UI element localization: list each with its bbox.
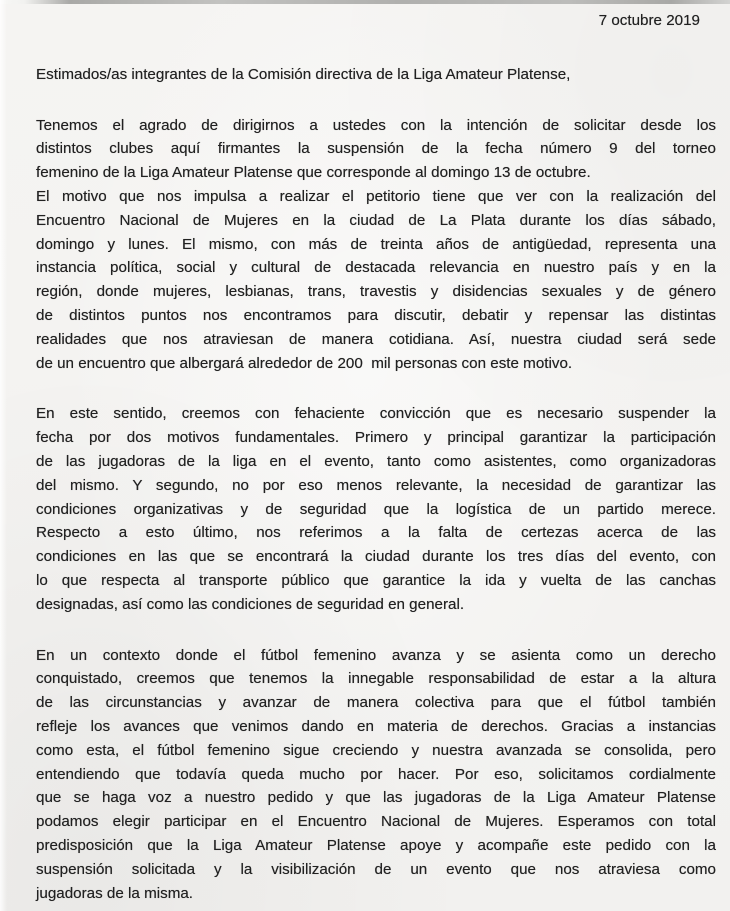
letter-line: femenino de la Liga Amateur Platense que corresponde al domingo 13 de octubre. bbox=[36, 164, 591, 182]
letter-line: lo que respecta al transporte público que garantice la ida y vuelta de las canchas bbox=[36, 571, 716, 589]
letter-line: distintos clubes aquí firmantes la suspensión de la fecha número 9 del torneo bbox=[36, 140, 716, 158]
letter-line: como esta, el fútbol femenino sigue creciendo y nuestra avanzada se consolida, pero bbox=[36, 741, 716, 759]
letter-date: 7 octubre 2019 bbox=[598, 12, 700, 29]
letter-line: instancia política, social y cultural de destacada relevancia en nuestro país y en la bbox=[36, 259, 716, 277]
letter-line: realidades que nos atraviesan de manera cotidiana. Así, nuestra ciudad será sede bbox=[36, 330, 716, 348]
letter-paragraph bbox=[36, 644, 716, 906]
letter-line: domingo y lunes. El mismo, con más de treinta años de antigüedad, representa una bbox=[36, 235, 716, 253]
letter-paragraph bbox=[36, 185, 716, 375]
letter-line: predisposición que la Liga Amateur Platense apoye y acompañe este pedido con la bbox=[36, 836, 716, 854]
letter-line: fecha por dos motivos fundamentales. Primero y principal garantizar la participación bbox=[36, 429, 716, 447]
letter-line: de las circunstancias y avanzar de manera colectiva para que el fútbol también bbox=[36, 694, 716, 712]
letter-line: de las jugadoras de la liga en el evento, tanto como asistentes, como organizadoras bbox=[36, 452, 716, 470]
letter-line: conquistado, creemos que tenemos la innegable responsabilidad de estar a la altura bbox=[36, 670, 716, 688]
letter-line: condiciones organizativas y de seguridad que la logística de un partido merece. bbox=[36, 500, 716, 518]
letter-line: de distintos puntos nos encontramos para discutir, debatir y repensar las distintas bbox=[36, 306, 716, 324]
letter-line: refleje los avances que venimos dando en materia de derechos. Gracias a instancias bbox=[36, 717, 716, 735]
letter-line: podamos elegir participar en el Encuentro Nacional de Mujeres. Esperamos con total bbox=[36, 813, 716, 831]
letter-line: Tenemos el agrado de dirigirnos a ustedes con la intención de solicitar desde los bbox=[36, 116, 716, 134]
scan-edge-top-artifact bbox=[0, 0, 730, 4]
letter-line: Encuentro Nacional de Mujeres en la ciudad de La Plata durante los días sábado, bbox=[36, 211, 716, 229]
letter-line: entendiendo que todavía queda mucho por hacer. Por eso, solicitamos cordialmente bbox=[36, 765, 716, 783]
letter-line: región, donde mujeres, lesbianas, trans, travestis y disidencias sexuales y de género bbox=[36, 283, 716, 301]
letter-line: condiciones en las que se encontrará la ciudad durante los tres días del evento, con bbox=[36, 548, 716, 566]
letter-paragraph bbox=[36, 114, 716, 185]
letter-line: que se haga voz a nuestro pedido y que las jugadoras de la Liga Amateur Platense bbox=[36, 789, 716, 807]
letter-line: En un contexto donde el fútbol femenino avanza y se asienta como un derecho bbox=[36, 646, 716, 664]
letter-body bbox=[36, 114, 716, 906]
letter-line: del mismo. Y segundo, no por eso menos relevante, la necesidad de garantizar las bbox=[36, 476, 716, 494]
letter-line: suspensión solicitada y la visibilización de un evento que nos atraviesa como bbox=[36, 860, 716, 878]
letter-line: El motivo que nos impulsa a realizar el petitorio tiene que ver con la realización del bbox=[36, 187, 716, 205]
letter-salutation: Estimados/as integrantes de la Comisión directiva de la Liga Amateur Platense, bbox=[36, 65, 571, 83]
letter-paragraph bbox=[36, 402, 716, 616]
letter-line: En este sentido, creemos con fehaciente convicción que es necesario suspender la bbox=[36, 405, 716, 423]
letter-line: de un encuentro que albergará alrededor de 200 mil personas con este motivo. bbox=[36, 354, 573, 372]
letter-content bbox=[0, 9, 730, 905]
letter-line: jugadoras de la misma. bbox=[36, 884, 194, 902]
letter-line: designadas, así como las condiciones de seguridad en general. bbox=[36, 595, 465, 613]
letter-line: Respecto a esto último, nos referimos a la falta de certezas acerca de las bbox=[36, 524, 716, 542]
